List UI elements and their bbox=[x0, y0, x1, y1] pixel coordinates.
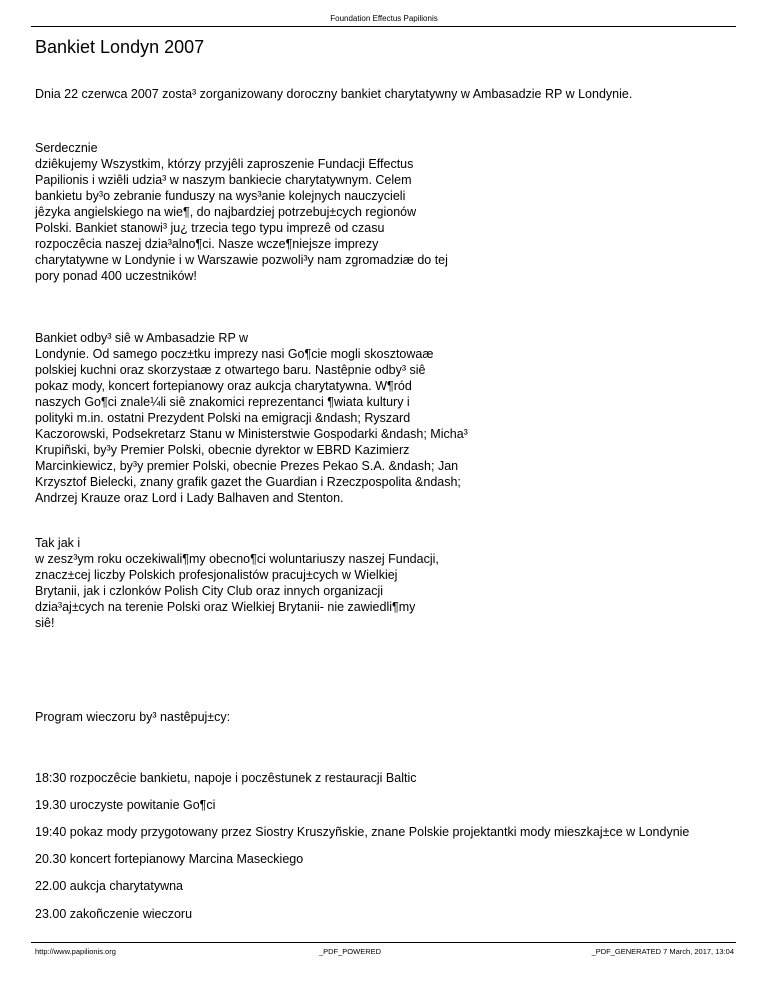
program-item: 23.00 zakoñczenie wieczoru bbox=[35, 907, 193, 921]
footer-url-link[interactable]: http://www.papilionis.org bbox=[35, 947, 116, 956]
footer-powered: _PDF_POWERED bbox=[318, 947, 382, 956]
program-item: 19.30 uroczyste powitanie Go¶ci bbox=[35, 798, 216, 812]
page-title: Bankiet Londyn 2007 bbox=[35, 37, 205, 57]
footer-divider bbox=[31, 942, 736, 943]
thanks-paragraph: Serdecznie dziêkujemy Wszystkim, którzy przyjêli zaproszenie Fundacji Effectus Papilionis i wziêli udzia³ w naszym bankiecie charytatywnym. Celem bankietu by³o zebranie funduszy na wys³anie kolejnych nauczycieli jêzyka angielskiego na wie¶, do najbardziej potrzebuj±cych regionów Polski. Bankiet stanowi³ ju¿ trzecia tego typu imprezê od czasu rozpoczêcia naszej dzia³alno¶ci. Nasze wcze¶niejsze imprezy charytatywne w Londynie i w Warszawie pozwoli³y nam zgromadziæ do tej pory ponad 400 uczestników! bbox=[35, 141, 448, 283]
footer-generated: _PDF_GENERATED 7 March, 2017, 13:04 bbox=[591, 947, 734, 956]
program-item: 18:30 rozpoczêcie bankietu, napoje i poczêstunek z restauracji Baltic bbox=[35, 771, 417, 785]
program-intro: Program wieczoru by³ nastêpuj±cy: bbox=[35, 710, 231, 724]
header-divider bbox=[31, 26, 736, 27]
program-item: 22.00 aukcja charytatywna bbox=[35, 879, 184, 893]
venue-paragraph: Bankiet odby³ siê w Ambasadzie RP w Londynie. Od samego pocz±tku imprezy nasi Go¶cie mogli skosztowaæ polskiej kuchni oraz skorzystaæ z otwartego baru. Nastêpnie odby³ siê pokaz mody, koncert fortepianowy oraz aukcja charytatywna. W¶ród naszych Go¶ci znale¼li siê znakomici reprezentanci ¶wiata kultury i polityki m.in. ostatni Prezydent Polski na emigracji &ndash; Ryszard Kaczorowski, Podsekretarz Stanu w Ministerstwie Gospodarki &ndash; Micha³ Krupiñski, by³y Premier Polski, obecnie dyrektor w EBRD Kazimierz Marcinkiewicz, by³y premier Polski, obecnie Prezes Pekao S.A. &ndash; Jan Krzysztof Bielecki, znany grafik gazet the Guardian i Rzeczpospolita &ndash; Andrzej Krauze oraz Lord i Lady Balhaven and Stenton. bbox=[35, 331, 468, 505]
page-header: Foundation Effectus Papilionis bbox=[330, 14, 438, 23]
volunteers-paragraph: Tak jak i w zesz³ym roku oczekiwali¶my obecno¶ci woluntariuszy naszej Fundacji, znacz±cej liczby Polskich profesjonalistów pracuj±cych w Wielkiej Brytanii, jak i czlonków Polish City Club oraz innych organizacji dzia³aj±cych na terenie Polski oraz Wielkiej Brytanii- nie zawiedli¶my siê! bbox=[35, 536, 439, 630]
program-item: 19:40 pokaz mody przygotowany przez Siostry Kruszyñskie, znane Polskie projektantki mody mieszkaj±ce w Londynie bbox=[35, 825, 690, 839]
program-item: 20.30 koncert fortepianowy Marcina Maseckiego bbox=[35, 852, 304, 866]
intro-paragraph: Dnia 22 czerwca 2007 zosta³ zorganizowany doroczny bankiet charytatywny w Ambasadzie RP w Londynie. bbox=[35, 87, 633, 101]
